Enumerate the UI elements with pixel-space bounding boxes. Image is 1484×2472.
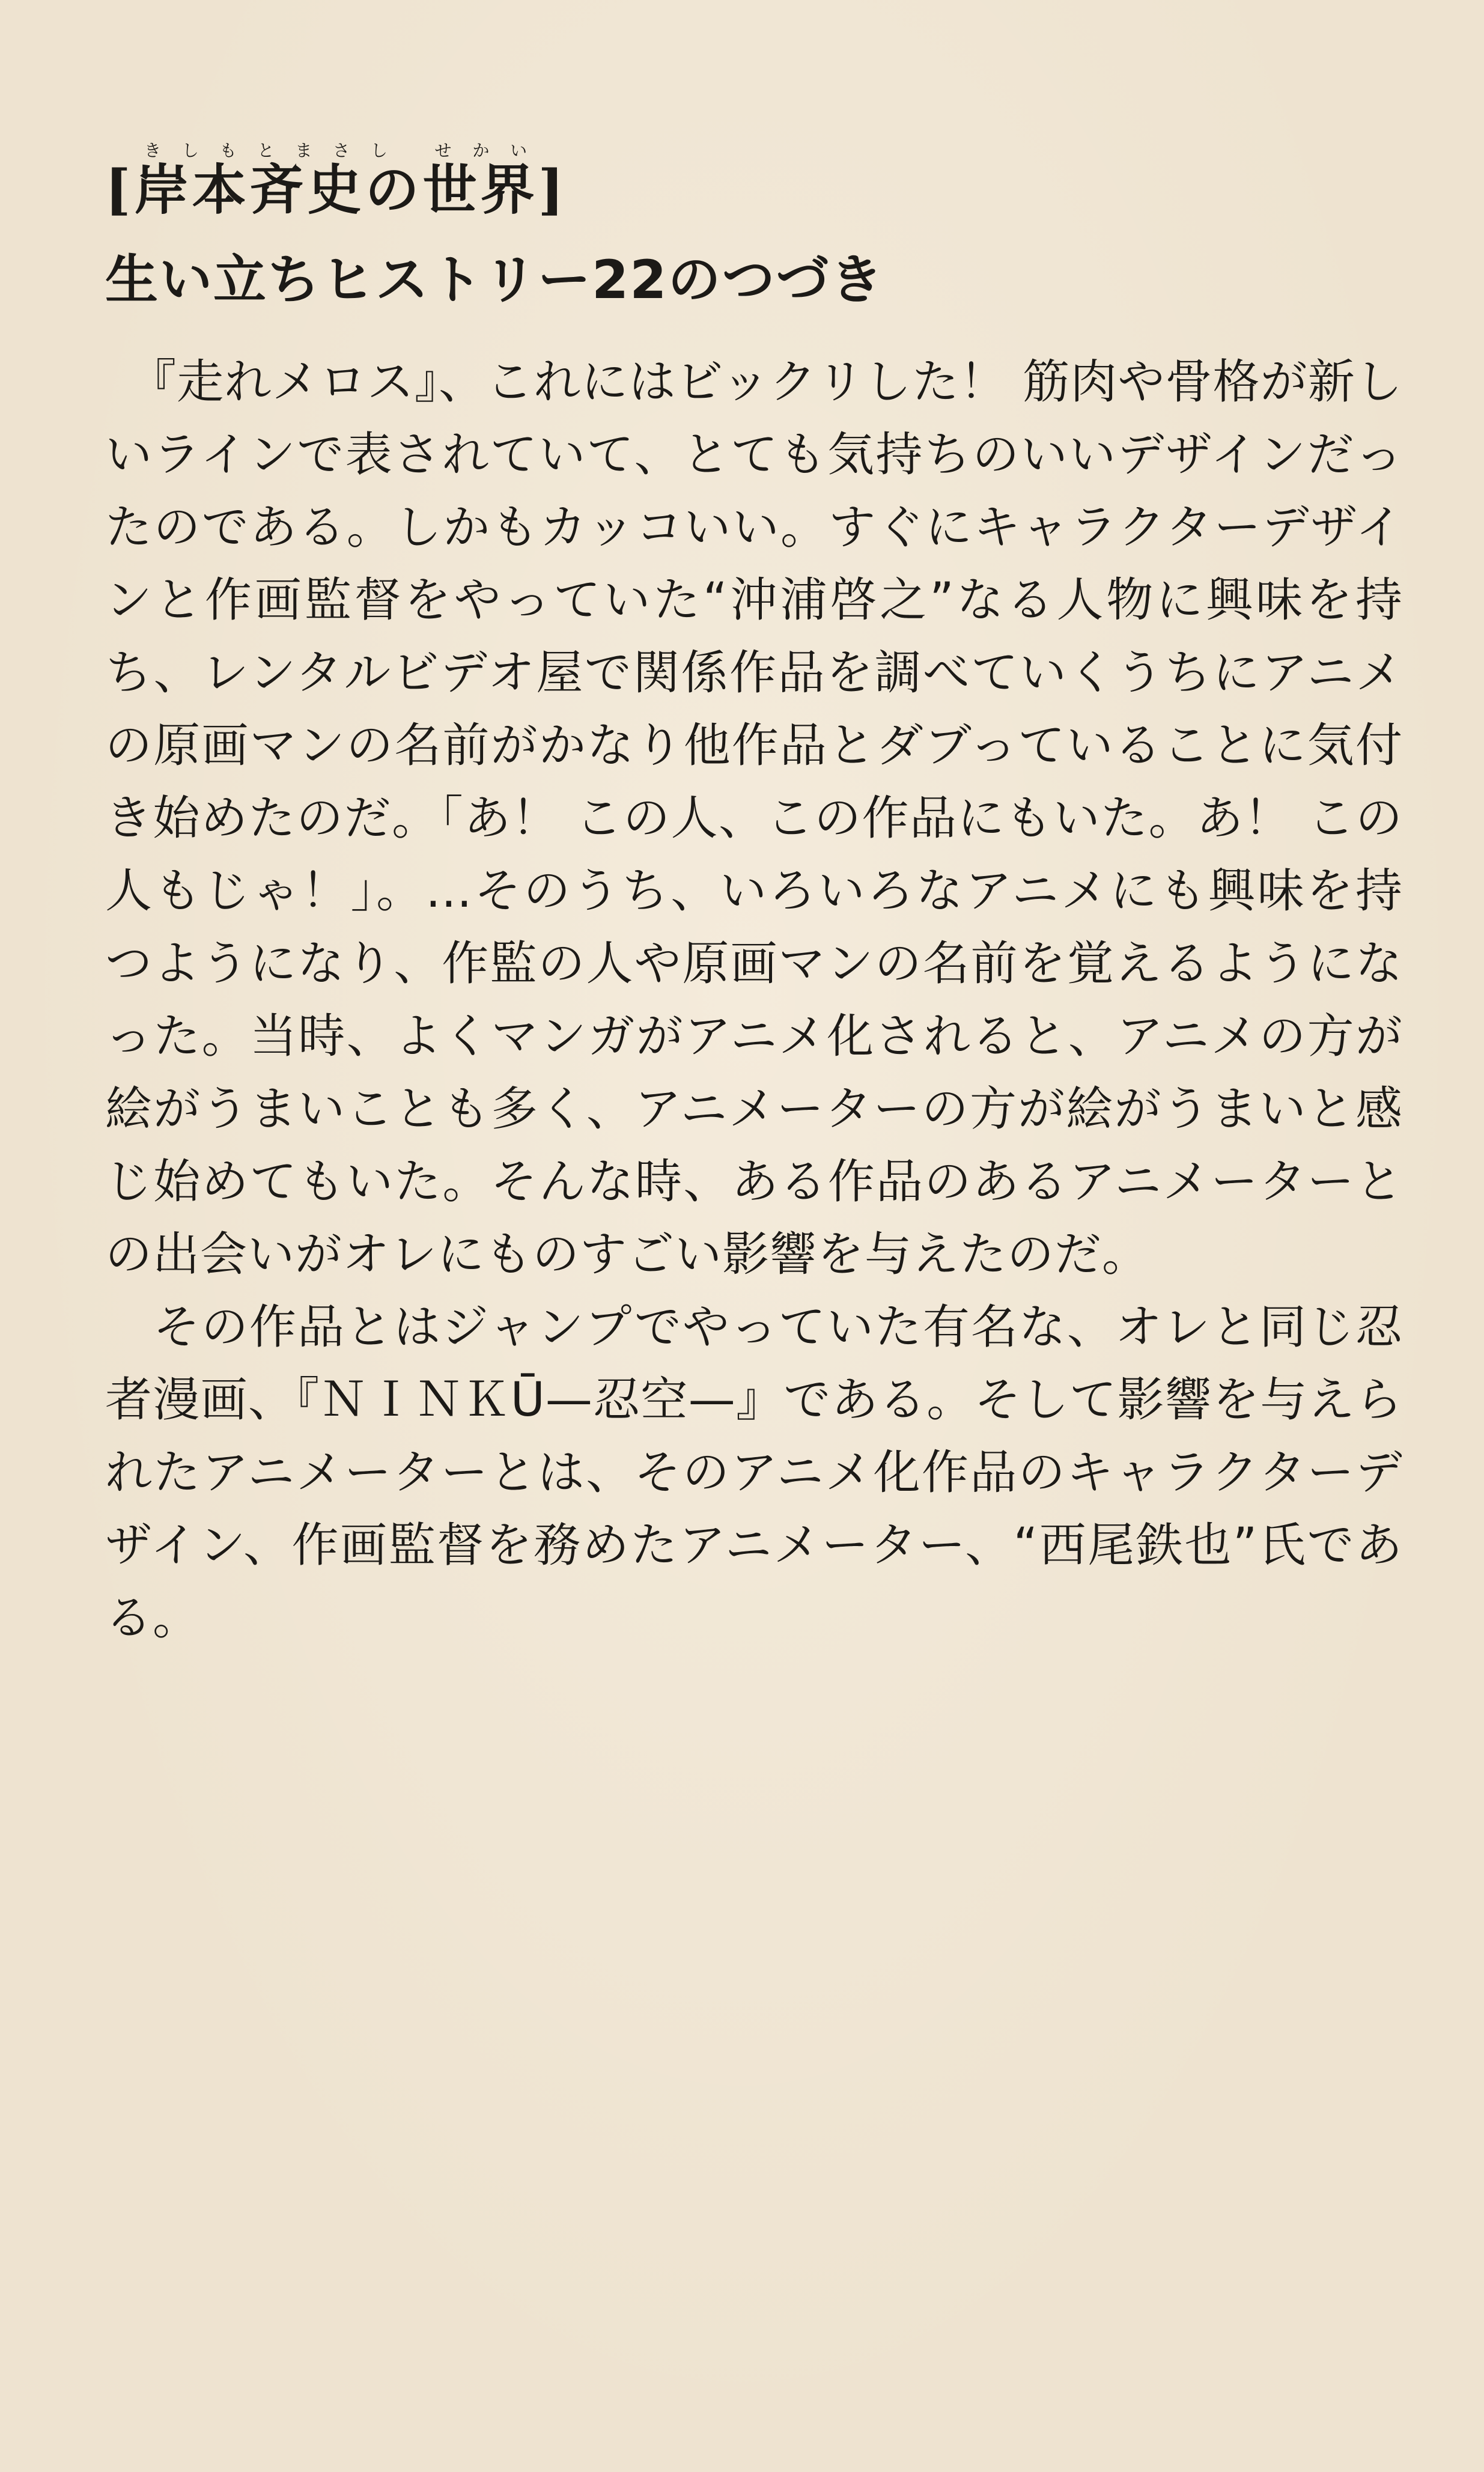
paragraph-2-text: その作品とはジャンプでやっていた有名な、オレと同じ忍者漫画、『ＮＩＮＫŪ—忍空—』である。そして影響を与えられたアニメーターとは、そのアニメ化作品のキャラクターデザイン、作画監督を務めたアニメーター、“西尾鉄也”氏である。 <box>105 1300 1403 1645</box>
paragraph-1-text: 『走れメロス』、これにはビックリした！ 筋肉や骨格が新しいラインで表されていて、とても気持ちのいいデザインだったのである。しかもカッコいい。すぐにキャラクターデザインと作画監督をやっていた“沖浦啓之”なる人物に興味を持ち、レンタルビデオ屋で関係作品を調べていくうちにアニメの原画マンの名前がかなり他作品とダブっていることに気付き始めたのだ。「あ！ この人、この作品にもいた。あ！ この人もじゃ！」。…そのうち、いろいろなアニメにも興味を持つようになり、作監の人や原画マンの名前を覚えるようになった。当時、よくマンガがアニメ化されると、アニメの方が絵がうまいことも多く、アニメーターの方が絵がうまいと感じ始めてもいた。そんな時、ある作品のあるアニメーターとの出会いがオレにものすごい影響を与えたのだ。 <box>105 355 1403 1282</box>
title-bracket-open: [ <box>105 158 135 222</box>
body-paragraph-2 <box>105 1291 1403 1655</box>
title-text: 岸本斉史の世界 <box>134 158 538 222</box>
section-subtitle: 生い立ちヒストリー22のつづき <box>105 249 884 311</box>
section-title <box>105 141 1403 238</box>
body-paragraph-1 <box>105 346 1403 1291</box>
title-ruby <box>134 141 538 222</box>
page-content <box>105 141 1403 1655</box>
title-reading: きしもとまさし せかい <box>134 141 538 160</box>
title-bracket-close: ] <box>538 158 568 222</box>
